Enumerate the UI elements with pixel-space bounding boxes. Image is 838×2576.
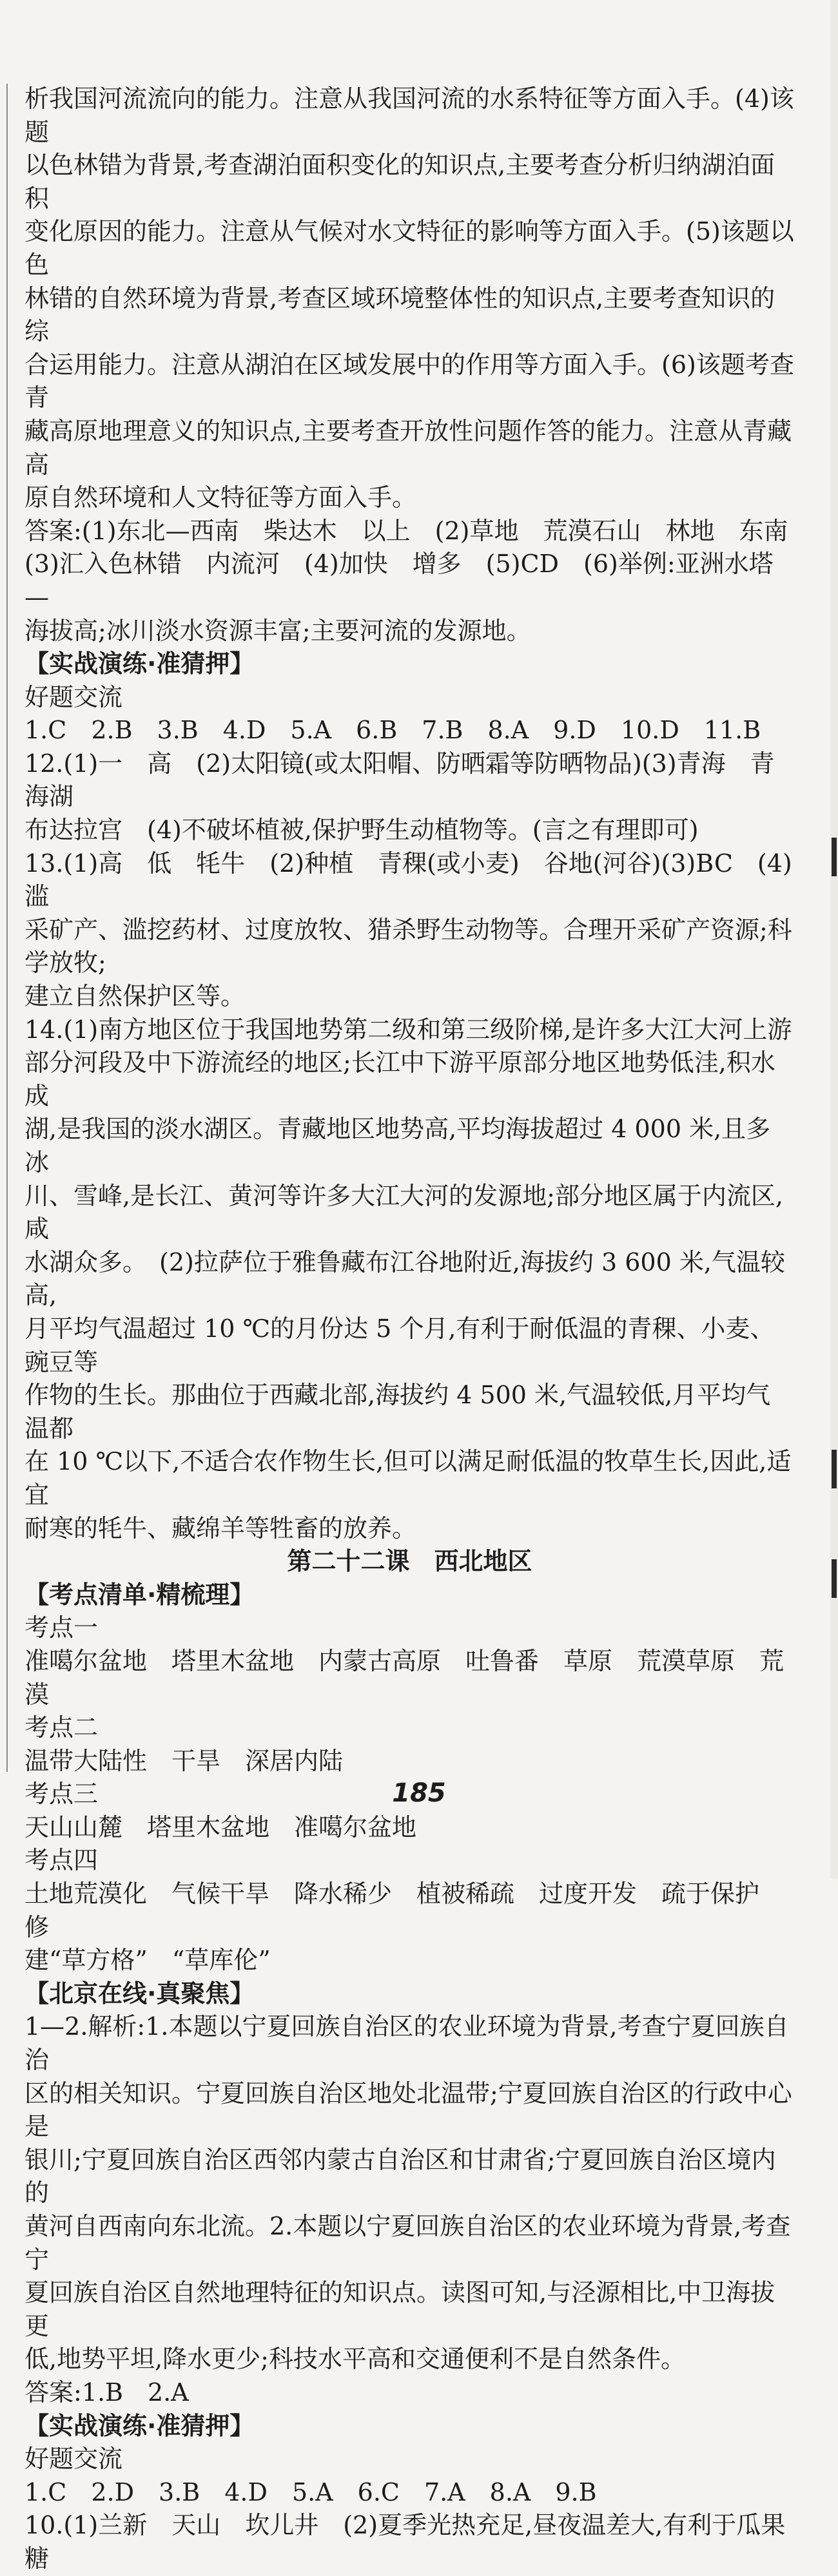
answer-line: 建立自然保护区等。 [24,982,246,1011]
text-line: 变化原因的能力。注意从气候对水文特征的影响等方面入手。(5)该题以色 [24,217,794,279]
subheading: 考点三 [24,1780,99,1809]
section-heading: 【实战演练·准猜押】 [24,649,255,678]
text-line: 林错的自然环境为背景,考查区域环境整体性的知识点,主要考查知识的综 [24,284,775,346]
subheading: 好题交流 [24,2445,123,2474]
answer-text-body [24,82,795,2576]
text-line: 藏高原地理意义的知识点,主要考查开放性问题作答的能力。注意从青藏高 [24,416,792,479]
answer-line: 天山山麓 塔里木盆地 准噶尔盆地 [24,1812,417,1841]
answer-line: 13.(1)高 低 牦牛 (2)种植 青稞(或小麦) 谷地(河谷)(3)BC (4)滥 [24,849,792,911]
edge-mark [832,1450,837,1488]
answer-line: 湖,是我国的淡水湖区。青藏地区地势高,平均海拔超过 4 000 米,且多冰 [24,1115,771,1177]
answer-line: 部分河段及中下游流经的地区;长江中下游平原部分地区地势低洼,积水成 [24,1048,775,1110]
answer-line: 1.C 2.D 3.B 4.D 5.A 6.C 7.A 8.A 9.B [24,2477,597,2506]
answer-line: 答案:(1)东北—西南 柴达木 以上 (2)草地 荒漠石山 林地 东南 [24,516,788,545]
answer-line: 水湖众多。 (2)拉萨位于雅鲁藏布江谷地附近,海拔约 3 600 米,气温较高, [24,1247,785,1310]
section-heading: 【考点清单·精梳理】 [24,1580,255,1609]
subheading: 考点一 [24,1613,99,1642]
answer-line: 采矿产、滥挖药材、过度放牧、猎杀野生动物等。合理开采矿产资源;科学放牧; [24,915,792,977]
answer-line: 14.(1)南方地区位于我国地势第二级和第三级阶梯,是许多大江大河上游 [24,1015,792,1044]
text-line: 原自然环境和人文特征等方面入手。 [24,483,417,512]
answer-line: 建“草方格” “草库伦” [24,1946,271,1975]
answer-line: 银川;宁夏回族自治区西邻内蒙古自治区和甘肃省;宁夏回族自治区境内的 [24,2145,776,2207]
subheading: 考点四 [24,1846,99,1875]
subheading: 考点二 [24,1713,99,1742]
answer-line: 在 10 ℃以下,不适合农作物生长,但可以满足耐低温的牧草生长,因此,适宜 [24,1447,792,1509]
edge-mark [832,1559,837,1598]
answer-line: 区的相关知识。宁夏回族自治区地处北温带;宁夏回族自治区的行政中心是 [24,2079,792,2141]
answer-line: 耐寒的牦牛、藏绵羊等牲畜的放养。 [24,1514,417,1543]
subheading: 好题交流 [24,682,123,711]
answer-line: 温带大陆性 干旱 深居内陆 [24,1746,344,1775]
answer-line: 准噶尔盆地 塔里木盆地 内蒙古高原 吐鲁番 草原 荒漠草原 荒漠 [24,1646,784,1709]
lesson-title: 第二十二课 西北地区 [287,1547,532,1576]
page-number: 185 [392,1778,446,1808]
answer-line: 月平均气温超过 10 ℃的月份达 5 个月,有利于耐低温的青稞、小麦、豌豆等 [24,1314,775,1376]
answer-line: (3)汇入色林错 内流河 (4)加快 增多 (5)CD (6)举例:亚洲水塔— [24,550,774,611]
answer-line: 1—2.解析:1.本题以宁夏回族自治区的农业环境为背景,考查宁夏回族自治 [24,2012,789,2075]
answer-line: 川、雪峰,是长江、黄河等许多大江大河的发源地;部分地区属于内流区,咸 [24,1181,783,1244]
answer-line: 海拔高;冰川淡水资源丰富;主要河流的发源地。 [24,616,531,645]
section-heading: 【实战演练·准猜押】 [24,2411,255,2440]
answer-line: 10.(1)兰新 天山 坎儿井 (2)夏季光热充足,昼夜温差大,有利于瓜果糖 [24,2511,786,2573]
text-line: 合运用能力。注意从湖泊在区域发展中的作用等方面入手。(6)该题考查青 [24,350,794,412]
answer-line: 答案:1.B 2.A [24,2378,189,2407]
answer-line: 1.C 2.B 3.B 4.D 5.A 6.B 7.B 8.A 9.D 10.D 11.B [24,716,761,745]
answer-line: 作物的生长。那曲位于西藏北部,海拔约 4 500 米,气温较低,月平均气温都 [24,1381,771,1443]
answer-line: 12.(1)一 高 (2)太阳镜(或太阳帽、防晒霜等防晒物品)(3)青海 青海湖 [24,749,775,811]
answer-line: 低,地势平坦,降水更少;科技水平高和交通便利不是自然条件。 [24,2345,685,2374]
section-heading: 【北京在线·真聚焦】 [24,1979,255,2008]
edge-mark [832,838,837,876]
answer-line: 黄河自西南向东北流。2.本题以宁夏回族自治区的农业环境为背景,考查宁 [24,2212,791,2274]
text-line: 析我国河流流向的能力。注意从我国河流的水系特征等方面入手。(4)该题 [24,84,794,146]
answer-line: 土地荒漠化 气候干旱 降水稀少 植被稀疏 过度开发 疏于保护 修 [24,1879,784,1941]
answer-line: 夏回族自治区自然地理特征的知识点。读图可知,与泾源相比,中卫海拔更 [24,2278,775,2340]
answer-line: 布达拉宫 (4)不破坏植被,保护野生动植物等。(言之有理即可) [24,816,699,845]
text-line: 以色林错为背景,考查湖泊面积变化的知识点,主要考查分析归纳湖泊面积 [24,151,775,213]
adjacent-page-edge [830,0,838,1879]
left-margin-rule [6,84,8,1772]
